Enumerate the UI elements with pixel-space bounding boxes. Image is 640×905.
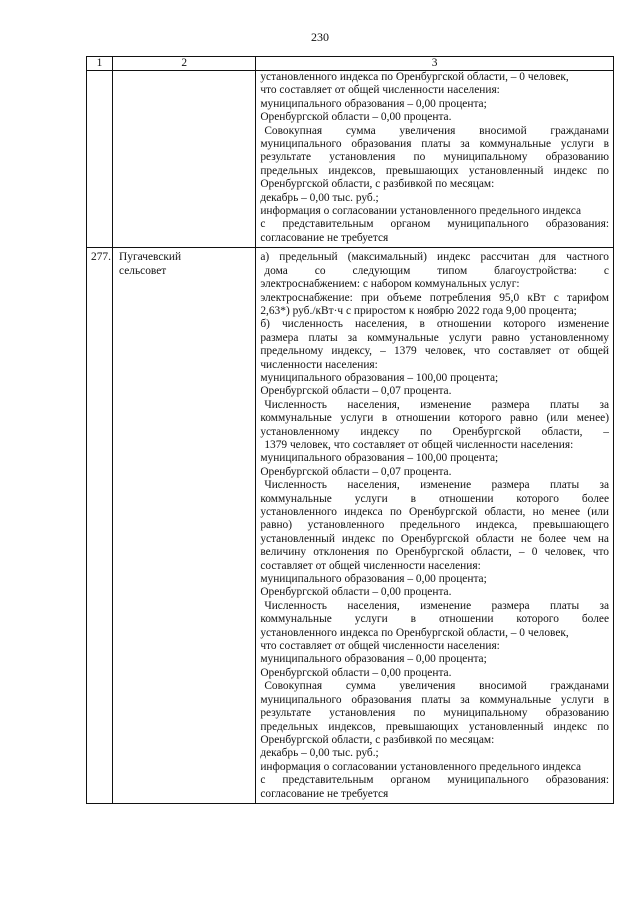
text-line: составляет от общей численности населения: <box>260 559 481 572</box>
municipality-name-line: сельсовет <box>119 264 167 277</box>
text-line: муниципального образования – 0,00 процента; <box>260 573 487 586</box>
text-line: 1379 человек, что составляет от общей численности населения: <box>264 438 574 451</box>
text-line: установленному индексу по Оренбургской области, – <box>260 425 609 438</box>
table-row-continuation <box>87 71 614 248</box>
text-line: что составляет от общей численности населения: <box>260 640 500 653</box>
text-line: предельных индексов, превышающих установленный индекс по <box>260 720 609 733</box>
text-line: б) численность населения, в отношении которого изменение <box>260 318 609 331</box>
text-line: установленного индекса по Оренбургской области, – 0 человек, <box>260 71 569 83</box>
text-line: предельных индексов, превышающих установленный индекс по <box>260 164 609 177</box>
text-line: информация о согласовании установленного предельного индекса <box>260 205 582 218</box>
text-line: Численность населения, изменение размера платы за <box>264 479 609 492</box>
text-line: результате установления по муниципальному образованию <box>260 707 609 720</box>
text-line: муниципального образования – 100,00 процента; <box>260 452 499 465</box>
text-line: численности населения: <box>260 358 378 371</box>
row-number: 277. <box>87 248 113 804</box>
text-line: равно) установленного предельного индекса, превышающего <box>260 519 609 532</box>
text-line: Совокупная сумма увеличения вносимой гражданами <box>264 680 609 693</box>
text-line: муниципального образования – 0,00 процента; <box>260 653 487 666</box>
text-line: коммунальные услуги в отношении которого более <box>260 492 609 505</box>
text-line: коммунальные услуги в отношении которого более <box>260 613 609 626</box>
description-lines <box>260 71 609 245</box>
text-line: 2,63*) руб./кВт·ч с приростом к ноябрю 2022 года 9,00 процента; <box>260 304 577 317</box>
municipality-name-line: Пугачевский <box>119 251 182 264</box>
text-line: электроснабжение: при объеме потребления 95,0 кВт с тарифом <box>260 291 609 304</box>
text-line: размера платы за коммунальные услуги равно установленному <box>260 331 609 344</box>
municipality-name <box>113 248 256 804</box>
column-3-header: 3 <box>256 57 614 71</box>
row-description <box>256 248 614 804</box>
text-line: установленного индекса по Оренбургской области, – 0 человек, <box>260 626 569 639</box>
text-line: предельному индексу, – 1379 человек, что составляет от общей <box>260 345 609 358</box>
table-header-row <box>87 57 614 71</box>
text-line: муниципального образования – 0,00 процента; <box>260 97 487 110</box>
text-line: Оренбургской области – 0,07 процента. <box>260 465 452 478</box>
text-line: величину отклонения по Оренбургской области, – 0 человек, что <box>260 546 609 559</box>
text-line: что составляет от общей численности населения: <box>260 84 500 97</box>
text-line: Оренбургской области – 0,00 процента. <box>260 111 452 124</box>
text-line: муниципального образования платы за коммунальные услуги в <box>260 693 609 706</box>
page-number: 230 <box>311 30 329 44</box>
text-line: муниципального образования платы за коммунальные услуги в <box>260 138 609 151</box>
text-line: согласование не требуется <box>260 231 389 244</box>
text-line: Оренбургской области, с разбивкой по месяцам: <box>260 178 495 191</box>
text-line: электроснабжением: с набором коммунальных услуг: <box>260 278 520 291</box>
column-2-header: 2 <box>113 57 256 71</box>
text-line: Оренбургской области – 0,00 процента. <box>260 586 452 599</box>
text-line: результате установления по муниципальному образованию <box>260 151 609 164</box>
municipality-name <box>113 71 256 248</box>
text-line: муниципального образования – 100,00 процента; <box>260 371 499 384</box>
text-line: дома со следующим типом благоустройства: с <box>264 264 609 277</box>
text-line: Оренбургской области – 0,07 процента. <box>260 385 452 398</box>
text-line: Оренбургской области, с разбивкой по месяцам: <box>260 733 495 746</box>
text-line: с представительным органом муниципального образования: <box>260 774 609 787</box>
text-line: декабрь – 0,00 тыс. руб.; <box>260 191 379 204</box>
text-line: согласование не требуется <box>260 787 389 800</box>
text-line: Численность населения, изменение размера платы за <box>264 599 609 612</box>
text-line: информация о согласовании установленного предельного индекса <box>260 760 582 773</box>
tariff-table <box>86 56 614 804</box>
text-line: Совокупная сумма увеличения вносимой гражданами <box>264 124 609 137</box>
text-line: Оренбургской области – 0,00 процента. <box>260 666 452 679</box>
text-line: а) предельный (максимальный) индекс рассчитан для частного <box>260 251 609 264</box>
text-line: коммунальные услуги в отношении которого равно (или менее) <box>260 412 609 425</box>
description-lines <box>260 251 609 801</box>
table-row-277 <box>87 248 614 804</box>
text-line: с представительным органом муниципального образования: <box>260 218 609 231</box>
text-line: Численность населения, изменение размера платы за <box>264 398 609 411</box>
text-line: установленного индекса по Оренбургской области, но менее (или <box>260 506 609 518</box>
column-1-header: 1 <box>87 57 113 71</box>
row-description <box>256 71 614 248</box>
text-line: установленный индекс по Оренбургской области не более чем на <box>260 532 609 545</box>
text-line: декабрь – 0,00 тыс. руб.; <box>260 747 379 760</box>
row-number <box>87 71 113 248</box>
